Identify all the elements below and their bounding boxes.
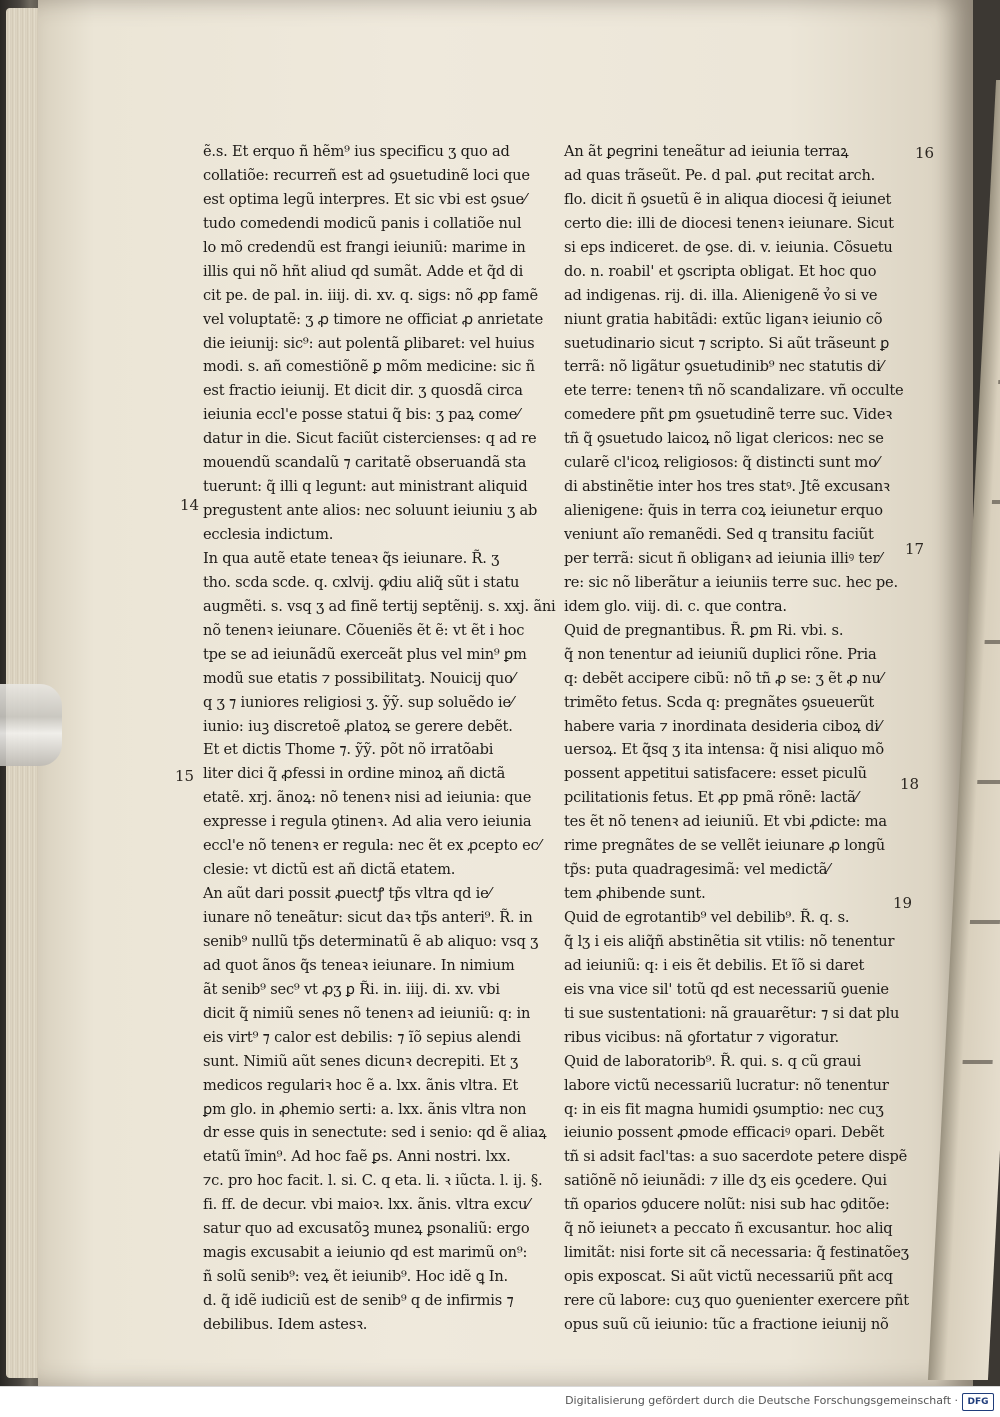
text-line: Quid de egrotantib⁹ vel debilib⁹. R̃. q. s. (564, 909, 850, 926)
text-line: uersoꝝ. Et q̃sq ʒ ita intensa: q̃ nisi aliquo mõ (564, 741, 884, 759)
page-clip (0, 684, 62, 766)
text-line: In qua autẽ etate teneaꝛ q̃s ieiunare. R̃. ʒ (203, 549, 500, 567)
text-line: ieiunio possent ꝓmode efficaciꝰ opari. Debẽt (564, 1124, 885, 1142)
text-line: tñ q̃ ꝯsuetudo laicoꝝ nõ ligat clericos: nec se (564, 430, 884, 448)
text-line: do. n. roabil' et ꝯscripta obligat. Et hoc quo (564, 262, 877, 280)
text-line: ieiunia eccl'e posse statui q̃ bis: ʒ paꝝ come⁄ (203, 406, 520, 424)
text-line: ti sue sustentationi: nã grauarẽtur: ⁊ si dat plu (564, 1004, 900, 1022)
text-line: terrã: nõ ligãtur ꝯsuetudinib⁹ nec statutis di⁄ (564, 358, 883, 376)
text-line: satiõnẽ nõ ieiunãdi: ⁊ ille dʒ eis ꝯcedere. Qui (564, 1172, 887, 1190)
text-line: Quid de laboratorib⁹. R̃. qui. s. q cũ graui (564, 1052, 861, 1070)
text-line: q ʒ ⁊ iuniores religiosi ʒ. ỹỹ. sup soluẽdo ie⁄ (203, 693, 514, 711)
text-line: certo die: illi de diocesi tenenꝛ ieiunare. Sicut (564, 214, 894, 232)
text-line: Quid de pregnantibus. R̃. ꝑm Ri. vbi. s. (564, 621, 844, 639)
text-line: est fractio ieiunij. Et dicit dir. ʒ quosdã circa (203, 382, 523, 400)
text-line: ad quot ãnos q̃s teneaꝛ ieiunare. In nimium (203, 956, 515, 974)
text-line: tho. scda scde. q. cxlvij. ꝙdiu aliq̃ sũt i statu (203, 573, 520, 591)
footer-bar (0, 1386, 1000, 1417)
text-line: clesie: vt dictũ est añ dictã etatem. (203, 861, 456, 879)
text-line: ꝑm glo. in ꝓhemio serti: a. lxx. ãnis vltra non (203, 1100, 527, 1118)
text-line: ⁊c. pro hoc facit. l. si. C. q eta. li. ꝛ iũcta. l. ij. §. (203, 1172, 543, 1190)
text-line: ẽ.s. Et erquo ñ hẽm⁹ ius specificu ʒ quo ad (203, 143, 510, 160)
text-line: ad indigenas. rij. di. illa. Alienigenẽ v̉o si ve (564, 286, 878, 304)
text-line: d. q̃ idẽ iudiciũ est de senib⁹ q de infirmis ⁊ (203, 1292, 514, 1309)
text-line: per terrã: sicut ñ obliganꝛ ad ieiunia illiꝰ ter⁄ (564, 549, 882, 567)
text-line: iunare nõ teneãtur: sicut daꝛ tp̃s anteri⁹. R̃. in (203, 909, 533, 926)
text-line: mouendũ scandalũ ⁊ caritatẽ obseruandã sta (203, 454, 527, 472)
text-line: niunt gratia habitãdi: extũc liganꝛ ieiunio cõ (564, 310, 883, 328)
text-line: ãt senib⁹ sec⁹ vt ꝓʒ ꝑ R̃i. in. iiij. di. xv. vbi (203, 980, 500, 998)
text-line: ecclesia indictum. (203, 526, 334, 543)
text-line: vel voluptatẽ: ʒ ꝓ timore ne officiat ꝓ anrietate (203, 310, 544, 328)
margin-number: 17 (905, 540, 925, 558)
text-line: dicit q̃ nimiũ senes nõ tenenꝛ ad ieiuniũ: q: in (203, 1004, 531, 1022)
text-line: alienigene: q̃uis in terra coꝝ ieiunetur erquo (564, 502, 883, 520)
text-line: labore victũ necessariũ lucratur: nõ tenentur (564, 1076, 889, 1094)
text-line: etatũ ĩmin⁹. Ad hoc faẽ ꝑs. Anni nostri. lxx. (203, 1148, 511, 1166)
text-line: q: debẽt accipere cibũ: nõ tñ ꝓ se: ʒ ẽt ꝓ nu⁄ (564, 669, 883, 687)
margin-number: 14 (180, 496, 200, 514)
text-line: fi. ff. de decur. vbi maioꝛ. lxx. ãnis. vltra excu⁄ (203, 1196, 530, 1214)
text-line: die ieiunij: sic⁹: aut polentã ꝑlibaret: vel huius (203, 334, 535, 352)
text-line: dr esse quis in senectute: sed i senio: qd ẽ aliaꝝ (203, 1124, 547, 1142)
text-line: di abstinẽtie inter hos tres statꝰ. Jtẽ excusanꝛ (564, 478, 890, 496)
funding-notice: Digitalisierung gefördert durch die Deutsche Forschungsgemeinschaft · (565, 1394, 958, 1407)
text-line: rere cũ labore: cuʒ quo ꝯuenienter exercere pñt (564, 1292, 909, 1309)
text-line: flo. dicit ñ ꝯsuetũ ẽ in aliqua diocesi q̃ ieiunet (564, 190, 892, 208)
text-line: debilibus. Idem astesꝛ. (203, 1315, 368, 1333)
text-line: tñ si adsit facl'tas: a suo sacerdote petere dispẽ (564, 1148, 908, 1166)
left-text-column (203, 140, 563, 1337)
margin-number: 18 (900, 775, 920, 793)
margin-number: 16 (915, 144, 935, 162)
text-line: illis qui nõ hñt aliud qd sumãt. Adde et q̃d di (203, 262, 524, 280)
text-line: rime pregnãtes de se vellẽt ieiunare ꝓ longũ (564, 837, 885, 855)
text-line: cit pe. de pal. in. iiij. di. xv. q. sigs: nõ ꝓp famẽ (203, 286, 538, 304)
text-line: modũ sue etatis ⁊ possibilitatꝫ. Nouicij quo⁄ (203, 669, 515, 687)
text-line: ribus vicibus: nã ꝯfortatur ⁊ vigoratur. (564, 1028, 839, 1046)
text-line: cularẽ cl'icoꝝ religiosos: q̃ distincti sunt mo⁄ (564, 454, 880, 472)
text-line: expresse i regula ꝯtinenꝛ. Ad alia vero ieiunia (203, 813, 532, 831)
text-line: trimẽto fetus. Scda q: pregnãtes ꝯsueuerũt (564, 693, 875, 711)
dfg-logo: DFG (962, 1393, 994, 1411)
text-line: habere varia ⁊ inordinata desideria ciboꝝ di⁄ (564, 717, 881, 735)
text-line: ad ieiuniũ: q: i eis ẽt debilis. Et ĩõ si daret (564, 956, 865, 974)
text-line: tuerunt: q̃ illi q legunt: aut ministrant aliquid (203, 478, 528, 496)
text-line: An aũt dari possit ꝓuectꝭ tp̃s vltra qd ie⁄ (203, 885, 491, 903)
text-line: magis excusabit a ieiunio qd est marimũ on⁹: (203, 1244, 528, 1262)
text-line: tñ oparios ꝯducere nolũt: nisi sub hac ꝯditõe: (564, 1196, 890, 1214)
text-line: pregustent ante alios: nec soluunt ieiuniu ʒ ab (203, 502, 538, 520)
text-line: veniunt aĩo remanẽdi. Sed q transitu faciũt (564, 526, 874, 543)
text-line: ete terre: tenenꝛ tñ nõ scandalizare. vñ occulte (564, 382, 904, 400)
text-line: q̃ nõ ieiunetꝛ a peccato ñ excusantur. hoc aliq (564, 1220, 893, 1238)
margin-number: 15 (175, 767, 195, 785)
text-line: Et et dictis Thome ⁊. ỹỹ. põt nõ irratõabi (203, 741, 494, 759)
text-line: idem glo. viij. di. c. que contra. (564, 597, 787, 615)
text-line: collatiõe: recurreñ est ad ꝯsuetudinẽ loci que (203, 166, 530, 184)
text-line: q: in eis fit magna humidi ꝯsumptio: nec cuʒ (564, 1100, 884, 1118)
text-line: est optima legũ interpres. Et sic vbi est ꝯsue⁄ (203, 190, 527, 208)
text-line: comedere pñt ꝑm ꝯsuetudinẽ terre suc. Videꝛ (564, 406, 893, 424)
text-line: pcilitationis fetus. Et ꝓp pmã rõnẽ: lactã⁄ (564, 789, 858, 807)
text-line: etatẽ. xrj. ãnoꝝ: nõ tenenꝛ nisi ad ieiunia: que (203, 789, 532, 807)
text-line: tes ẽt nõ tenenꝛ ad ieiuniũ. Et vbi ꝓdicte: ma (564, 813, 887, 831)
text-line: medicos regulariꝛ hoc ẽ a. lxx. ãnis vltra. Et (203, 1076, 519, 1094)
text-line: satur quo ad excusatõꝫ muneꝝ ꝑsonaliũ: ergo (203, 1220, 530, 1238)
text-line: limitãt: nisi forte sit cã necessaria: q̃ festinatõeʒ (564, 1244, 909, 1262)
text-line: iunio: iuꝫ discretoẽ ꝓlatoꝝ se gerere debẽt. (203, 717, 513, 735)
text-line: augmẽti. s. vsq ʒ ad finẽ tertij septẽnij. s. xxj. ãni (203, 597, 556, 615)
text-line: possent appetitui satisfacere: esset piculũ (564, 765, 867, 783)
right-text-column (564, 140, 909, 1337)
text-line: suetudinario sicut ⁊ scripto. Si aũt trãseunt ꝑ (564, 334, 890, 352)
text-line: sunt. Nimiũ aũt senes dicunꝛ decrepiti. Et ʒ (203, 1052, 519, 1070)
text-line: ad quas trãseũt. Pe. d pal. ꝓut recitat arch. (564, 166, 876, 184)
text-line: si eps indiceret. de ꝯse. di. v. ieiunia. Cõsuetu (564, 238, 893, 256)
text-line: tem ꝓhibende sunt. (564, 885, 706, 903)
text-line: nõ tenenꝛ ieiunare. Cõueniẽs ẽt ẽ: vt ẽt i hoc (203, 621, 525, 639)
text-line: tudo comedendi modicũ panis i collatiõe nul (203, 214, 522, 232)
text-line: An ãt ꝑegrini teneãtur ad ieiunia terraꝝ (564, 143, 849, 160)
text-line: eis virt⁹ ⁊ calor est debilis: ⁊ ĩõ sepius alendi (203, 1028, 521, 1046)
margin-number: 19 (893, 894, 913, 912)
text-line: q̃ lʒ i eis aliq̃ñ abstinẽtia sit vtilis: nõ tenentur (564, 932, 895, 950)
text-line: lo mõ credendũ est frangi ieiuniũ: marime in (203, 238, 526, 256)
text-line: tp̃s: puta quadragesimã: vel medictã⁄ (564, 861, 830, 879)
text-line: modi. s. añ comestiõnẽ ꝑ mõm medicine: sic ñ (203, 358, 535, 376)
text-line: liter dici q̃ ꝓfessi in ordine minoꝝ añ dictã (203, 765, 506, 783)
text-line: opis exposcat. Si aũt victũ necessariũ pñt acq (564, 1268, 893, 1286)
text-line: eis vna vice sil' totũ qd est necessariũ ꝯuenie (564, 980, 889, 998)
text-line: ñ solũ senib⁹: veꝝ ẽt ieiunib⁹. Hoc idẽ ꝗ In. (203, 1268, 508, 1286)
text-line: tpe se ad ieiunãdũ exerceãt plus vel min⁹ ꝑm (203, 645, 527, 663)
text-line: q̃ non tenentur ad ieiuniũ duplici rõne. Pria (564, 645, 877, 663)
text-line: opus suũ cũ ieiunio: tũc a fractione ieiunij nõ (564, 1315, 889, 1333)
text-line: eccl'e nõ tenenꝛ er regula: nec ẽt ex ꝓcepto ec⁄ (203, 837, 541, 855)
text-line: senib⁹ nullũ tp̃s determinatũ ẽ ab aliquo: vsq ʒ (203, 932, 539, 950)
text-line: re: sic nõ liberãtur a ieiuniis terre suc. hec pe. (564, 573, 898, 591)
text-line: datur in die. Sicut faciũt cistercienses: q ad re (203, 430, 537, 448)
